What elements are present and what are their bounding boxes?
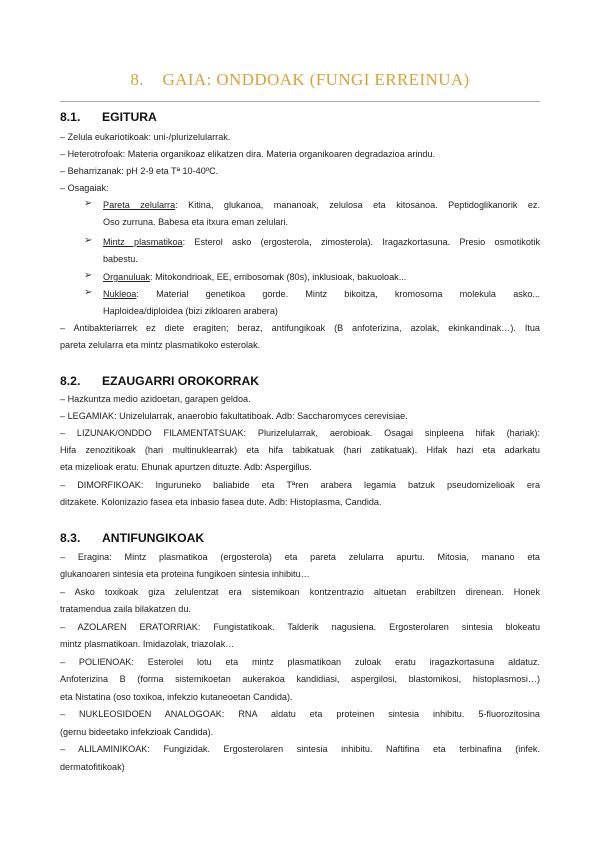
text-line: dermatofitikoak) — [60, 762, 125, 772]
text-line: – Osagaiak: — [60, 183, 109, 193]
section-heading-ezaugarri-orokorrak — [60, 374, 259, 388]
text-line: – Zelula eukariotikoak: uni-/plurizelularrak. — [60, 132, 231, 142]
list-item-text: : Kitina, glukanoa, mananoak, zelulosa eta kitosanoa. Peptidoglikanorik ez. — [175, 200, 540, 210]
text-line: pareta zelularra eta mintz plasmatikoko esterolak. — [60, 340, 261, 350]
list-item-term: Organuluak — [103, 272, 151, 282]
arrow-bullet-icon: ➢ — [84, 287, 93, 298]
text-line: – POLIENOAK: Esterolei lotu eta mintz plasmatikoan zuloak eratu iragazkortasuna aldatuz. — [60, 657, 540, 667]
chapter-title: 8. GAIA: ONDDOAK (FUNGI ERREINUA) — [130, 70, 470, 89]
arrow-bullet-icon: ➢ — [84, 235, 93, 246]
list-item-text: : Material genetikoa gorde. Mintz bikoitza, kromosoma molekula asko... — [136, 289, 540, 299]
section-title: ANTIFUNGIKOAK — [102, 531, 205, 545]
text-line: Hifa zenozitikoak (hari multinuklearrak) eta hifa tabikatuak (hari zatikatuak). Hifak hazi eta adarkatu — [60, 445, 540, 455]
text-line: Haploidea/diploidea (bizi zikloaren arabera) — [103, 306, 278, 316]
text-line: – ALILAMINIKOAK: Fungizidak. Ergosterolaren sintesia inhibitu. Naftifina eta terbinafina (infek. — [60, 744, 540, 754]
text-line: – Hazkuntza medio azidoetan, garapen geldoa. — [60, 394, 251, 404]
text-line: Oso zurruna. Babesa eta itxura eman zelulari. — [103, 217, 289, 227]
section-number: 8.1. — [60, 110, 81, 124]
list-item-text: : Esterol asko (ergosterola, zimosterola). Iragazkortasuna. Presio osmotikotik — [182, 237, 540, 247]
text-line: – AZOLAREN ERATORRIAK: Fungistatikoak. Talderik nagusiena. Ergosterolaren sintesia blokeatu — [60, 622, 540, 632]
section-heading-antifungikoak — [60, 531, 204, 545]
section-title: EGITURA — [102, 110, 157, 124]
text-line: (gernu bideetako infekzioak Candida). — [60, 727, 214, 737]
text-line: babestu. — [103, 254, 138, 264]
text-line: – Beharrizanak: pH 2-9 eta Tª 10-40ºC. — [60, 166, 219, 176]
list-item — [103, 271, 540, 283]
text-line: – Heterotrofoak: Materia organikoaz elikatzen dira. Materia organikoaren degradazioa arindu. — [60, 149, 436, 159]
text-line: – LIZUNAK/ONDDO FILAMENTATSUAK: Plurizelularrak, aerobioak. Osagai sinpleena hifak (hariak): — [60, 428, 540, 438]
arrow-bullet-icon: ➢ — [84, 198, 93, 209]
section-title: EZAUGARRI OROKORRAK — [102, 374, 260, 388]
text-line: – LEGAMIAK: Unizelularrak, anaerobio fakultatiboak. Adb: Saccharomyces cerevisiae. — [60, 411, 408, 421]
list-item — [103, 236, 540, 248]
arrow-bullet-icon: ➢ — [84, 270, 93, 281]
section-heading-egitura — [60, 110, 157, 124]
text-line: eta Nistatina (oso toxikoa, infekzio kutaneoetan Candida). — [60, 692, 293, 702]
list-item — [103, 288, 540, 300]
text-line: ditzakete. Kolonizazio fasea eta inbasio fasea dute. Adb: Histoplasma, Candida. — [60, 497, 382, 507]
text-line: – DIMORFIKOAK: Inguruneko baliabide eta Tªren arabera legamia batzuk pseudomizelioak era — [60, 480, 540, 490]
text-line: – Antibakteriarrek ez diete eragiten; beraz, antifungikoak (B anfoterizina, azolak, ekinkandinak…). Itua — [60, 323, 540, 333]
section-number: 8.3. — [60, 531, 81, 545]
text-line: mintz plasmatikoan. Imidazolak, triazolak… — [60, 639, 235, 649]
list-item-term: Nukleoa — [103, 289, 137, 299]
section-number: 8.2. — [60, 374, 81, 388]
list-item-term: Pareta zelularra — [103, 200, 176, 210]
list-item — [103, 199, 540, 211]
text-line: Anfoterizina B (forma sistemikoetan aukerakoa kandidiasi, aspergilosi, blastomikosi, histoplasmosi…) — [60, 674, 540, 684]
list-item-term: Mintz plasmatikoa — [103, 237, 183, 247]
list-item-text: : Mitokondrioak, EE, erribosomak (80s), inklusioak, bakuoloak... — [150, 272, 407, 282]
text-line: – Eragina: Mintz plasmatikoa (ergosterola) eta pareta zelularra apurtu. Mitosia, manano eta — [60, 552, 540, 562]
title-divider — [60, 101, 540, 102]
text-line: – Asko toxikoak giza zelulentzat era sistemikoan kontzentrazio altuetan erabiltzen direnean. Honek — [60, 587, 540, 597]
text-line: tratamendua zaila bilakatzen du. — [60, 604, 191, 614]
text-line: eta mizelioak eratu. Ehunak apurtzen dituzte. Adb: Aspergillus. — [60, 462, 312, 472]
text-line: – NUKLEOSIDOEN ANALOGOAK: RNA aldatu eta proteinen sintesia inhibitu. 5-fluorozitosina — [60, 709, 540, 719]
text-line: glukanoaren sintesia eta proteina fungikoen sintesia inhibitu… — [60, 569, 310, 579]
